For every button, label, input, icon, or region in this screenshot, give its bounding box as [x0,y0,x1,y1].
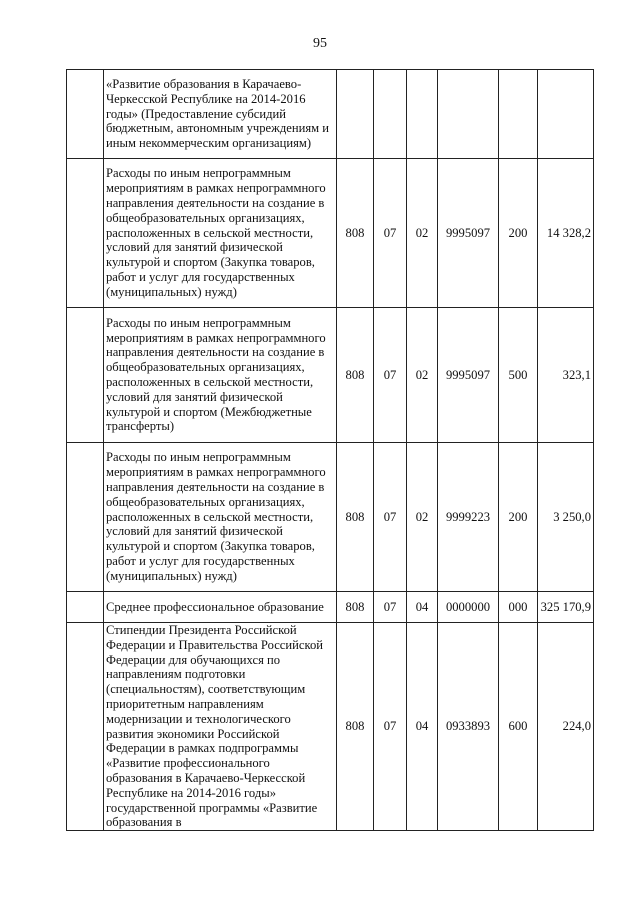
row-subsection: 04 [407,592,438,623]
row-description: «Развитие образования в Карачаево-Черкесской Республике на 2014-2016 годы» (Предоставление субсидий бюджетным, автономным учреждениям и иным некоммерческим организациям) [104,70,337,159]
table-row [67,159,594,308]
row-section: 07 [374,159,407,308]
row-target-article: 9995097 [438,159,499,308]
row-description: Расходы по иным непрограммным мероприятиям в рамках непрограммного направления деятельности на создание в общеобразовательных организациях, расположенных в сельской местности, условий для занятий физической культурой и спортом (Межбюджетные трансферты) [104,308,337,443]
row-subsection: 04 [407,623,438,831]
row-amount [538,70,594,159]
row-code: 808 [337,623,374,831]
table-row [67,443,594,592]
row-expense-type: 500 [499,308,538,443]
row-code [337,70,374,159]
row-subsection: 02 [407,159,438,308]
row-target-article [438,70,499,159]
budget-table [66,69,594,831]
row-amount: 325 170,9 [538,592,594,623]
row-description: Расходы по иным непрограммным мероприятиям в рамках непрограммного направления деятельности на создание в общеобразовательных организациях, расположенных в сельской местности, условий для занятий физической культурой и спортом (Закупка товаров, работ и услуг для государственных (муниципальных) нужд) [104,443,337,592]
table-row [67,592,594,623]
row-expense-type: 600 [499,623,538,831]
row-code: 808 [337,592,374,623]
row-section: 07 [374,308,407,443]
row-description: Среднее профессиональное образование [104,592,337,623]
row-code: 808 [337,159,374,308]
row-blank-cell [67,159,104,308]
table-row [67,308,594,443]
row-expense-type: 200 [499,159,538,308]
row-target-article: 9999223 [438,443,499,592]
row-expense-type: 200 [499,443,538,592]
page-number: 95 [313,36,327,51]
row-subsection [407,70,438,159]
row-blank-cell [67,592,104,623]
row-subsection: 02 [407,308,438,443]
row-blank-cell [67,623,104,831]
row-blank-cell [67,70,104,159]
table-row [67,623,594,831]
row-subsection: 02 [407,443,438,592]
row-section: 07 [374,443,407,592]
row-section [374,70,407,159]
row-amount: 14 328,2 [538,159,594,308]
row-description: Расходы по иным непрограммным мероприятиям в рамках непрограммного направления деятельности на создание в общеобразовательных организациях, расположенных в сельской местности, условий для занятий физической культурой и спортом (Закупка товаров, работ и услуг для государственных (муниципальных) нужд) [104,159,337,308]
row-target-article: 0000000 [438,592,499,623]
row-target-article: 0933893 [438,623,499,831]
row-code: 808 [337,308,374,443]
row-expense-type: 000 [499,592,538,623]
row-section: 07 [374,592,407,623]
row-amount: 323,1 [538,308,594,443]
row-blank-cell [67,443,104,592]
row-code: 808 [337,443,374,592]
table-row [67,70,594,159]
row-amount: 3 250,0 [538,443,594,592]
row-target-article: 9995097 [438,308,499,443]
row-description: Стипендии Президента Российской Федерации и Правительства Российской Федерации для обучающихся по направлениям подготовки (специальностям), соответствующим приоритетным направлениям модернизации и технологического развития экономики Российской Федерации в рамках подпрограммы «Развитие профессионального образования в Карачаево-Черкесской Республике на 2014-2016 годы» государственной программы «Развитие образования в [104,623,337,831]
row-amount: 224,0 [538,623,594,831]
row-section: 07 [374,623,407,831]
row-expense-type [499,70,538,159]
row-blank-cell [67,308,104,443]
